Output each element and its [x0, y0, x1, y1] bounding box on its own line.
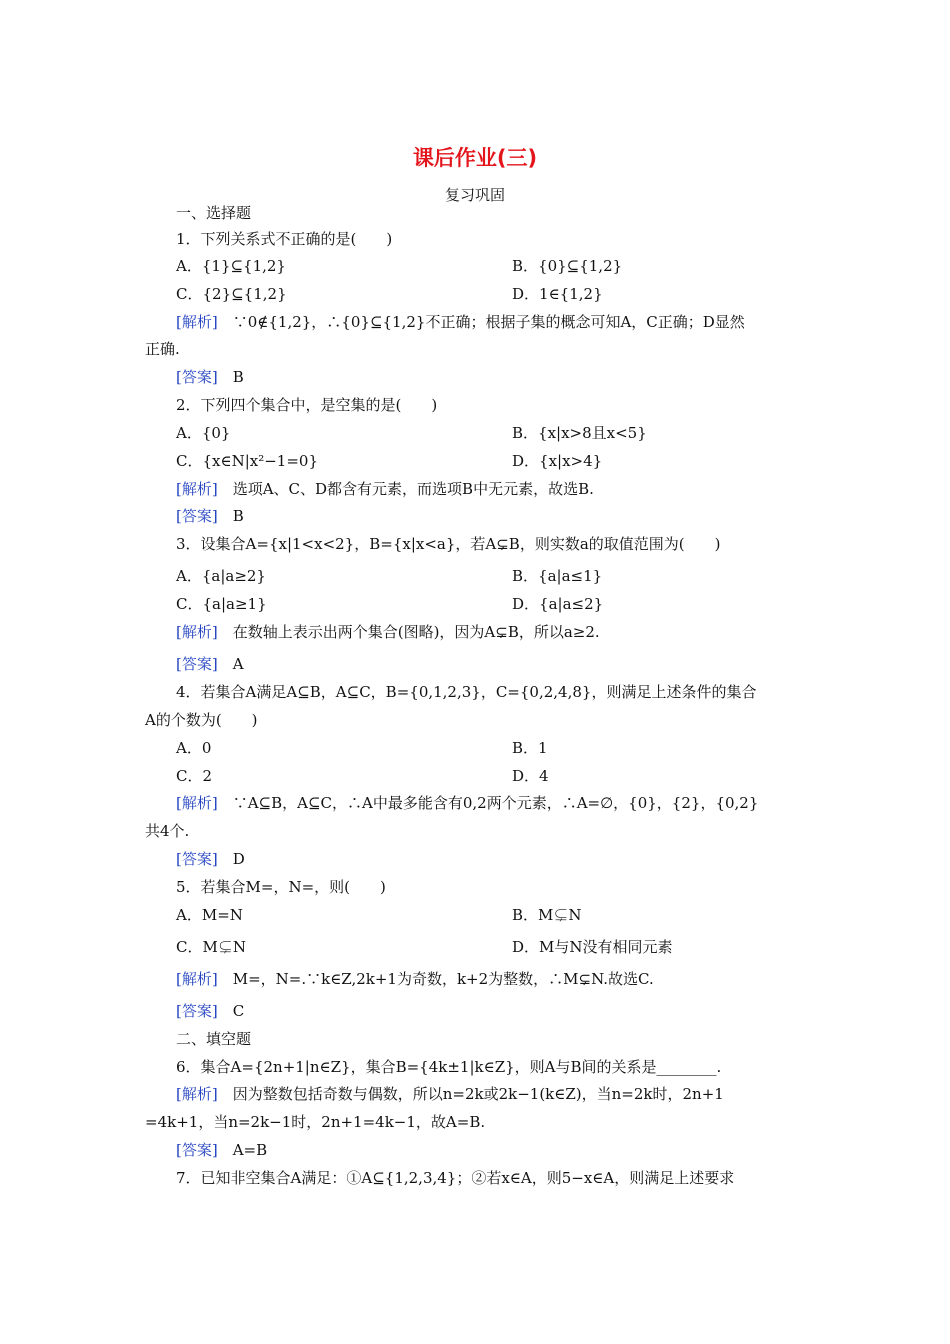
text-line-sec1: [176, 203, 251, 223]
text-line-q5: [176, 877, 386, 897]
line-text: 正确.: [145, 340, 180, 358]
text-line-q1: [176, 229, 392, 249]
line-text: B．M⊊N: [512, 906, 582, 924]
text-line-q5b: [512, 905, 582, 925]
line-text: C: [217, 1002, 245, 1020]
line-text: ∵A⊆B，A⊆C，∴A中最多能含有0,2两个元素，∴A=∅，{0}，{2}，{0,2}: [217, 794, 759, 812]
text-line-q6: [176, 1057, 721, 1077]
text-line-q2: [176, 395, 437, 415]
line-text: 2．下列四个集合中，是空集的是( ): [176, 396, 438, 414]
line-text: D．M与N没有相同元素: [512, 938, 673, 956]
line-text: D．{x|x>4}: [512, 452, 603, 470]
text-line-q4ans: [176, 849, 245, 869]
line-text: B．{a|a≤1}: [512, 567, 603, 585]
page-title: 课后作业(三): [412, 146, 538, 170]
text-line-q2d: [512, 451, 602, 471]
label-tag: [解析]: [176, 1085, 218, 1103]
line-text: B: [217, 507, 244, 525]
line-text: A=B: [217, 1141, 268, 1159]
line-text: 6．集合A={2n+1|n∈Z}，集合B={4k±1|k∈Z}，则A与B间的关系是________.: [176, 1058, 722, 1076]
text-line-sec2: [176, 1029, 251, 1049]
text-line-q5c: [176, 937, 246, 957]
line-text: 7．已知非空集合A满足：①A⊆{1,2,3,4}；②若x∈A，则5−x∈A，则满足上述要求: [176, 1169, 735, 1187]
text-line-q3a: [176, 566, 266, 586]
text-line-q1d: [512, 284, 603, 304]
text-line-q5a: [176, 905, 243, 925]
line-text: 共4个.: [145, 822, 190, 840]
text-line-q4c: [176, 766, 212, 786]
label-tag: [答案]: [176, 507, 218, 525]
line-text: A．{0}: [176, 424, 231, 442]
line-text: 二、填空题: [176, 1030, 252, 1048]
label-tag: [答案]: [176, 368, 218, 386]
line-text: C．{2}⊆{1,2}: [176, 285, 287, 303]
text-line-q1a: [176, 256, 286, 276]
text-line-q2a: [176, 423, 230, 443]
line-text: 选项A、C、D都含有元素，而选项B中无元素，故选B.: [217, 480, 594, 498]
line-text: A的个数为( ): [145, 711, 258, 729]
text-line-q3ans: [176, 654, 244, 674]
label-tag: [解析]: [176, 794, 218, 812]
line-text: A: [217, 655, 244, 673]
text-line-q1c: [176, 284, 287, 304]
page-subtitle: 复习巩固: [444, 186, 505, 204]
line-text: C．2: [176, 767, 213, 785]
text-line-q3j: [176, 622, 600, 642]
text-line-q4b2: [145, 710, 258, 730]
line-text: D．4: [512, 767, 549, 785]
label-tag: [解析]: [176, 623, 218, 641]
text-line-q4bb: [512, 738, 548, 758]
text-line-q7: [176, 1168, 734, 1188]
label-tag: [答案]: [176, 850, 218, 868]
text-line-q3d: [512, 594, 603, 614]
line-text: A．0: [176, 739, 212, 757]
text-line-q4j2: [145, 821, 189, 841]
line-text: C．{a|a≥1}: [176, 595, 267, 613]
label-tag: [解析]: [176, 970, 218, 988]
text-line-q1ans: [176, 367, 244, 387]
text-line-q2b: [512, 423, 647, 443]
line-text: C．M⊊N: [176, 938, 246, 956]
line-text: B: [217, 368, 244, 386]
text-line-q4a: [176, 738, 211, 758]
text-line-q2j: [176, 479, 594, 499]
text-line-q1j: [176, 312, 745, 332]
text-line-q3: [176, 534, 720, 554]
text-line-q2ans: [176, 506, 244, 526]
line-text: 一、选择题: [176, 204, 252, 222]
text-line-q1j2: [145, 339, 180, 359]
line-text: 因为整数包括奇数与偶数，所以n=2k或2k−1(k∈Z)，当n=2k时，2n+1: [217, 1085, 724, 1103]
label-tag: [答案]: [176, 1141, 218, 1159]
text-line-q5j: [176, 969, 654, 989]
line-text: 4．若集合A满足A⊆B，A⊆C，B={0,1,2,3}，C={0,2,4,8}，则满足上述条件的集合: [176, 683, 757, 701]
line-text: B．{x|x>8且x<5}: [512, 424, 647, 442]
line-text: A．M=N: [176, 906, 243, 924]
line-text: C．{x∈N|x²−1=0}: [176, 452, 319, 470]
text-line-q4d: [512, 766, 549, 786]
line-text: D．{a|a≤2}: [512, 595, 604, 613]
line-text: D．1∈{1,2}: [512, 285, 603, 303]
line-text: ∵0∉{1,2}，∴{0}⊆{1,2}不正确；根据子集的概念可知A，C正确；D显然: [217, 313, 745, 331]
text-line-q3c: [176, 594, 267, 614]
text-line-q5d: [512, 937, 673, 957]
line-text: 在数轴上表示出两个集合(图略)，因为A⊊B，所以a≥2.: [217, 623, 600, 641]
text-line-q5ans: [176, 1001, 244, 1021]
line-text: 3．设集合A={x|1<x<2}，B={x|x<a}，若A⊊B，则实数a的取值范围为( ): [176, 535, 721, 553]
text-line-q6j2: [145, 1112, 485, 1132]
text-line-q6ans: [176, 1140, 267, 1160]
label-tag: [答案]: [176, 655, 218, 673]
line-text: =4k+1，当n=2k−1时，2n+1=4k−1，故A=B.: [145, 1113, 486, 1131]
text-line-q1b: [512, 256, 622, 276]
line-text: 5．若集合M=，N=，则( ): [176, 878, 386, 896]
label-tag: [答案]: [176, 1002, 218, 1020]
line-text: M=，N=.∵k∈Z,2k+1为奇数，k+2为整数，∴M⊊N.故选C.: [217, 970, 654, 988]
line-text: B．1: [512, 739, 548, 757]
text-line-q6j: [176, 1084, 724, 1104]
text-line-q3b: [512, 566, 602, 586]
text-line-q4j: [176, 793, 758, 813]
line-text: 1．下列关系式不正确的是( ): [176, 230, 393, 248]
label-tag: [解析]: [176, 480, 218, 498]
label-tag: [解析]: [176, 313, 218, 331]
line-text: A．{a|a≥2}: [176, 567, 266, 585]
text-line-q4: [176, 682, 756, 702]
text-line-q2c: [176, 451, 318, 471]
line-text: D: [217, 850, 245, 868]
line-text: B．{0}⊆{1,2}: [512, 257, 623, 275]
line-text: A．{1}⊆{1,2}: [176, 257, 286, 275]
